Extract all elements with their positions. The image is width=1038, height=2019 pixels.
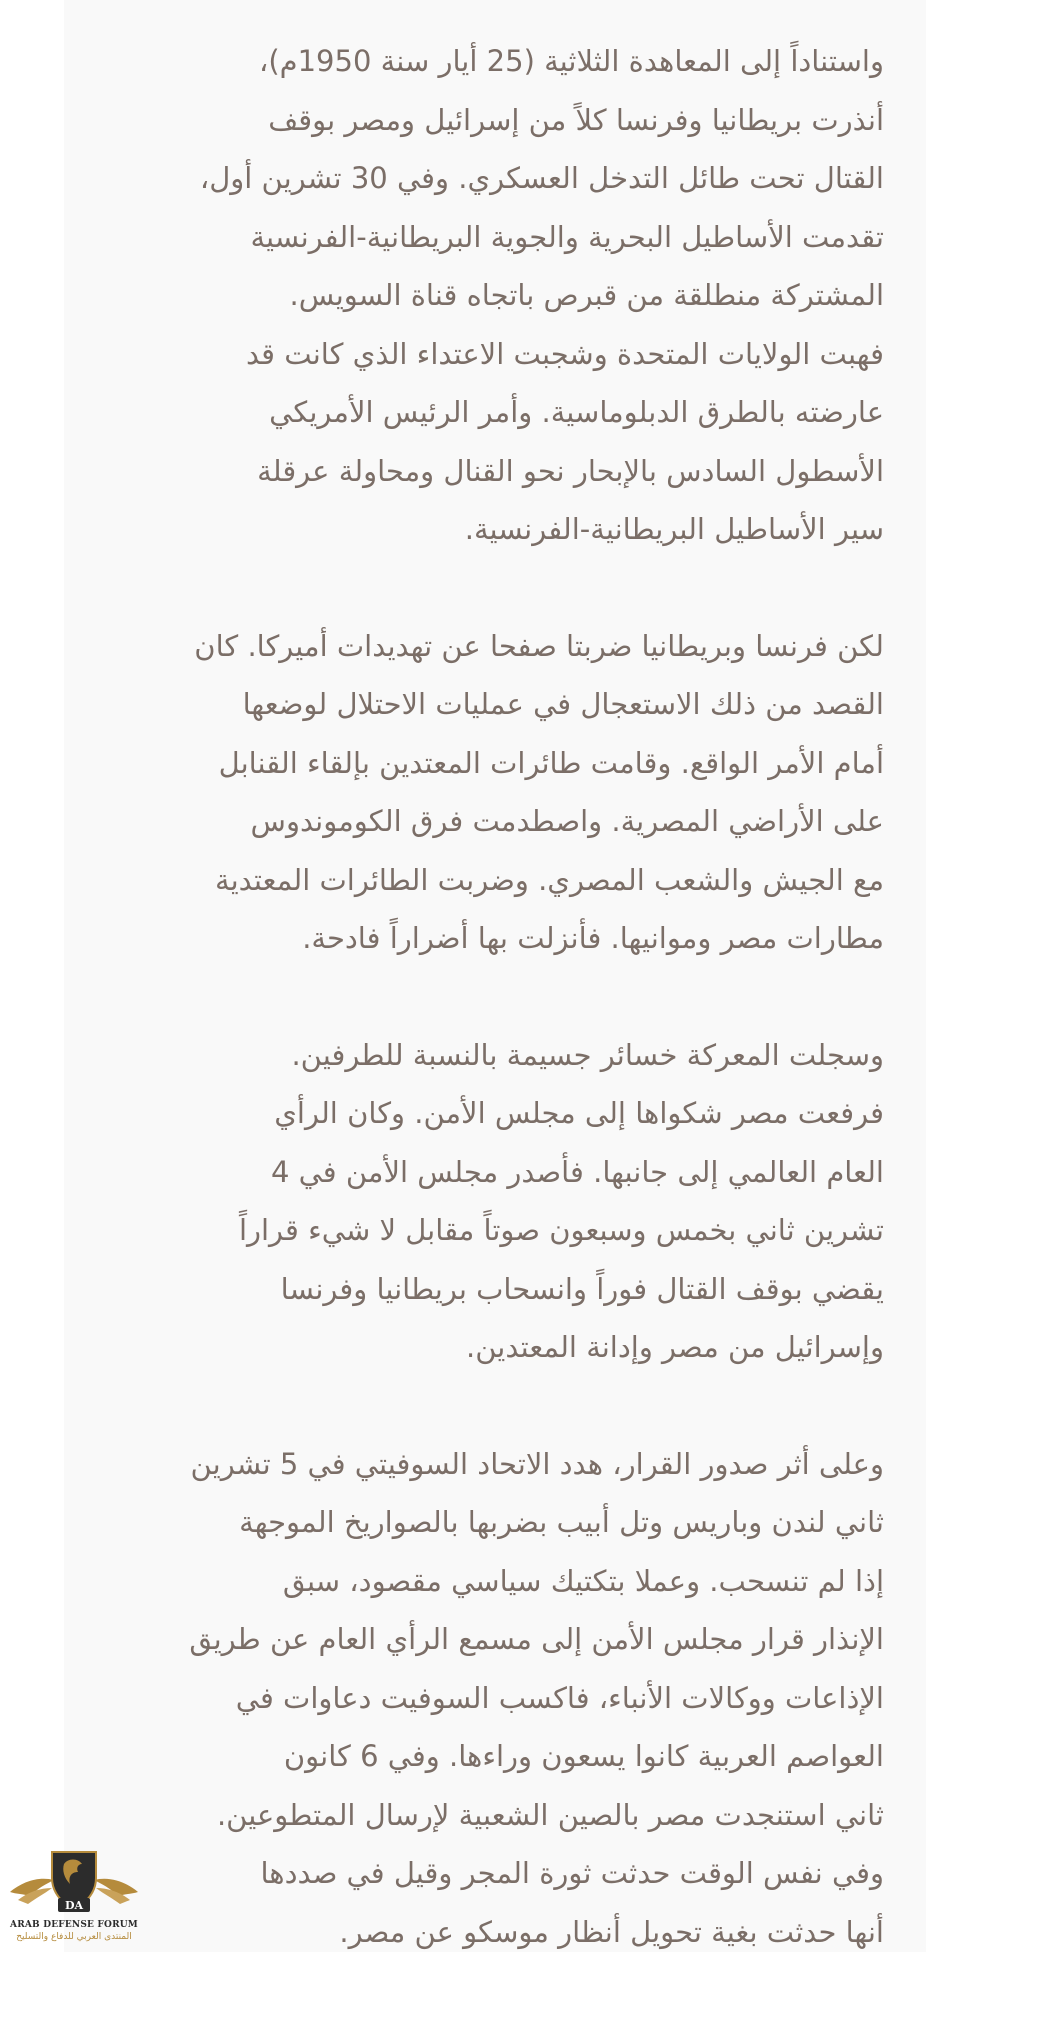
text-line: وعلى أثر صدور القرار، هدد الاتحاد السوفيتي في 5 تشرين bbox=[190, 1446, 884, 1481]
text-line: الإذاعات ووكالات الأنباء، فاكسب السوفيت دعاوات في bbox=[235, 1680, 884, 1715]
text-line: على الأراضي المصرية. واصطدمت فرق الكوموندوس bbox=[250, 804, 884, 838]
text-line: فرفعت مصر شكواها إلى مجلس الأمن. وكان الرأي bbox=[274, 1096, 884, 1130]
text-line: واستناداً إلى المعاهدة الثلاثية (25 أيار سنة 1950م)، bbox=[258, 44, 884, 78]
article-paragraph-3 bbox=[100, 1026, 884, 1377]
text-line: إذا لم تنسحب. وعملا بتكتيك سياسي مقصود، سبق bbox=[282, 1563, 884, 1598]
text-line: العواصم العربية كانوا يسعون وراءها. وفي 6 كانون bbox=[283, 1739, 884, 1773]
text-line: الإنذار قرار مجلس الأمن إلى مسمع الرأي العام عن طريق bbox=[189, 1622, 884, 1656]
article-paragraph-1 bbox=[100, 32, 884, 559]
eagle-shield-logo-icon bbox=[8, 1842, 140, 1922]
logo-subtitle: المنتدى العربي للدفاع والتسليح bbox=[16, 1932, 132, 1942]
text-line: الأسطول السادس بالإبحار نحو القنال ومحاولة عرقلة bbox=[257, 453, 884, 488]
text-line: القتال تحت طائل التدخل العسكري. وفي 30 تشرين أول، bbox=[199, 161, 884, 195]
text-line: القصد من ذلك الاستعجال في عمليات الاحتلال لوضعها bbox=[242, 687, 884, 721]
text-line: العام العالمي إلى جانبها. فأصدر مجلس الأمن في 4 bbox=[270, 1154, 884, 1189]
text-line: تقدمت الأساطيل البحرية والجوية البريطانية-الفرنسية bbox=[250, 219, 884, 254]
text-line: وإسرائيل من مصر وإدانة المعتدين. bbox=[465, 1330, 884, 1364]
text-line: أنها حدثت بغية تحويل أنظار موسكو عن مصر. bbox=[339, 1914, 884, 1949]
text-line: أنذرت بريطانيا وفرنسا كلاً من إسرائيل ومصر بوقف bbox=[268, 102, 884, 137]
article-body bbox=[100, 32, 884, 2019]
text-line: يقضي بوقف القتال فوراً وانسحاب بريطانيا وفرنسا bbox=[280, 1271, 884, 1306]
logo-title: ARAB DEFENSE FORUM bbox=[10, 1920, 138, 1930]
article-paragraph-2 bbox=[100, 617, 884, 968]
arab-defense-forum-watermark bbox=[8, 1842, 140, 1948]
logo-monogram: DA bbox=[64, 1899, 84, 1912]
text-line: تشرين ثاني بخمس وسبعون صوتاً مقابل لا شيء قراراً bbox=[238, 1213, 884, 1247]
text-line: وسجلت المعركة خسائر جسيمة بالنسبة للطرفين. bbox=[291, 1037, 884, 1072]
text-line: فهبت الولايات المتحدة وشجبت الاعتداء الذي كانت قد bbox=[245, 336, 884, 371]
text-line: عارضته بالطرق الدبلوماسية. وأمر الرئيس الأمريكي bbox=[269, 395, 884, 429]
text-line: سير الأساطيل البريطانية-الفرنسية. bbox=[464, 512, 884, 546]
text-line: مطارات مصر وموانيها. فأنزلت بها أضراراً فادحة. bbox=[302, 921, 884, 955]
text-line: لكن فرنسا وبريطانيا ضربتا صفحا عن تهديدات أميركا. كان bbox=[194, 628, 884, 663]
text-line: ثاني لندن وباريس وتل أبيب بضربها بالصواريخ الموجهة bbox=[239, 1505, 884, 1539]
text-line: ثاني استنجدت مصر بالصين الشعبية لإرسال المتطوعين. bbox=[216, 1797, 884, 1832]
text-line: أمام الأمر الواقع. وقامت طائرات المعتدين بإلقاء القنابل bbox=[218, 745, 884, 780]
article-paragraph-4 bbox=[100, 1435, 884, 1962]
text-line: مع الجيش والشعب المصري. وضربت الطائرات المعتدية bbox=[215, 862, 884, 897]
text-line: المشتركة منطلقة من قبرص باتجاه قناة السويس. bbox=[289, 278, 884, 312]
text-line: وفي نفس الوقت حدثت ثورة المجر وقيل في صددها bbox=[260, 1856, 884, 1890]
